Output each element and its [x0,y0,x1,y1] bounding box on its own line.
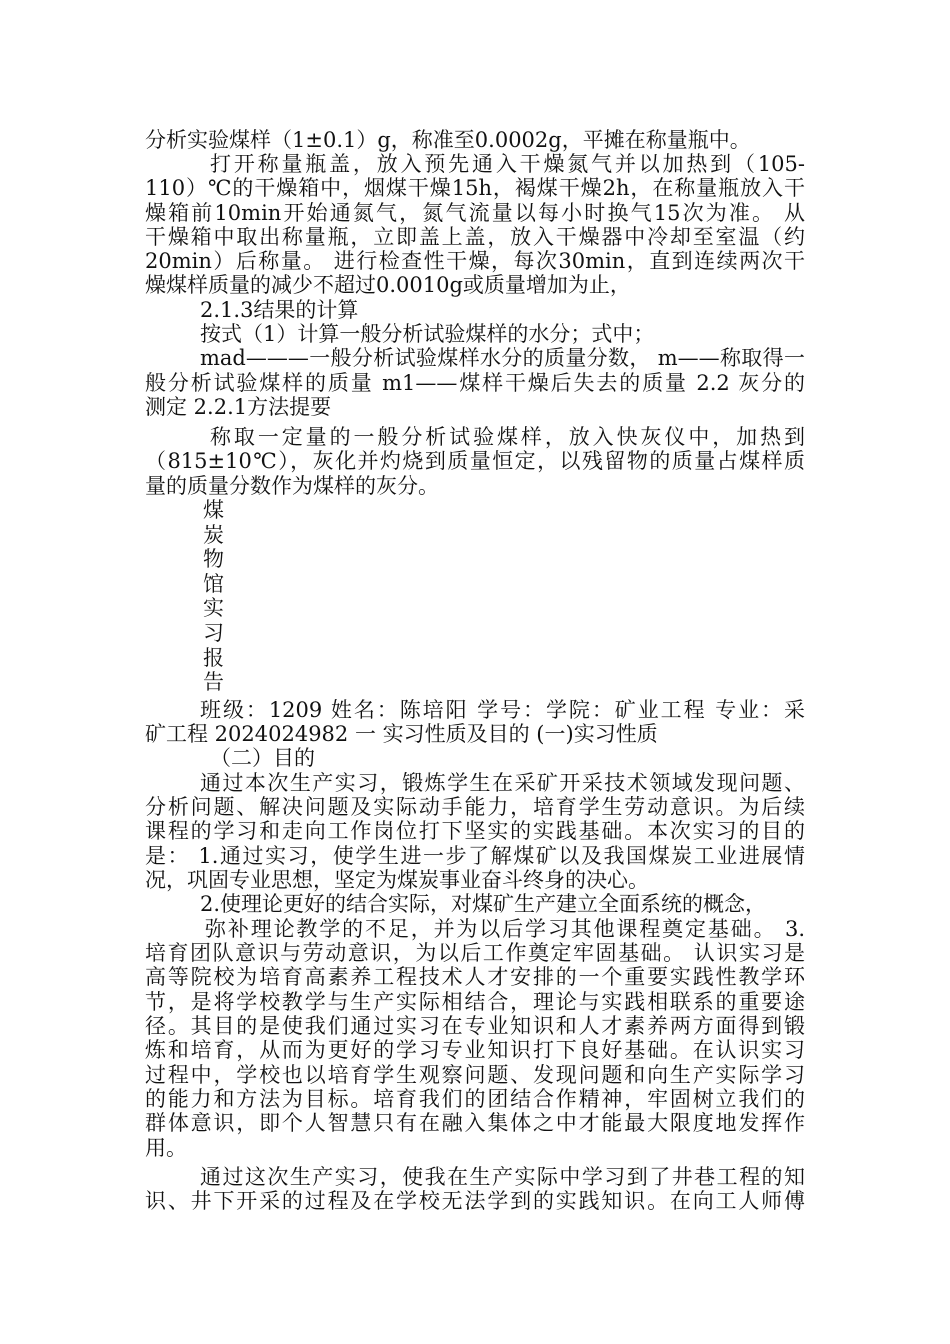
text-line: 通过这次生产实习，使我在生产实际中学习到了井巷工程的知 [200,1165,805,1189]
text-line: 分析实验煤样（1±0.1）g，称准至0.0002g，平摊在称量瓶中。 [145,128,751,152]
text-line: 按式（1）计算一般分析试验煤样的水分；式中； [200,322,655,346]
text-line: 称取一定量的一般分析试验煤样，放入快灰仪中，加热到 [210,425,805,449]
text-line: 径。其目的是使我们通过实习在专业知识和人才素养两方面得到锻 [145,1014,805,1038]
text-line: 燥箱前10min开始通氮气，氮气流量以每小时换气15次为准。 从 [145,201,805,225]
vertical-title-char: 炭 [203,522,224,547]
text-line: （二）目的 [210,746,315,770]
text-line: 20min）后称量。 进行检查性干燥，每次30min，直到连续两次干 [145,249,805,273]
vertical-title-char: 报 [203,645,224,670]
vertical-title-char: 煤 [203,498,224,522]
text-line: mad———一般分析试验煤样水分的质量分数， m——称取得一 [200,346,805,370]
text-line: 分析问题、解决问题及实际动手能力，培育学生劳动意识。为后续 [145,795,805,819]
text-line: 用。 [145,1136,187,1160]
text-line: 课程的学习和走向工作岗位打下坚实的实践基础。本次实习的目的 [145,819,805,843]
text-line: 群体意识，即个人智慧只有在融入集体之中才能最大限度地发挥作 [145,1111,805,1135]
text-line: 班级：1209 姓名：陈培阳 学号：学院：矿业工程 专业：采 [200,698,805,722]
text-line: 2.使理论更好的结合实际，对煤矿生产建立全面系统的概念， [200,892,767,916]
text-line: 打开称量瓶盖，放入预先通入干燥氮气并以加热到（105- [210,152,805,176]
text-line: 干燥箱中取出称量瓶，立即盖上盖，放入干燥器中冷却至室温（约 [145,225,805,249]
text-line: 的能力和方法为目标。培育我们的团结合作精神，牢固树立我们的 [145,1087,805,1111]
text-line: 节，是将学校教学与生产实际相结合，理论与实践相联系的重要途 [145,990,805,1014]
text-line: 量的质量分数作为煤样的灰分。 [145,474,439,498]
text-line: 是： 1.通过实习，使学生进一步了解煤矿以及我国煤炭工业进展情 [145,844,805,868]
vertical-title-char: 馆 [203,571,224,596]
text-line: 般分析试验煤样的质量 m1——煤样干燥后失去的质量 2.2 灰分的 [145,371,805,395]
text-line: 炼和培育，从而为更好的学习专业知识打下良好基础。在认识实习 [145,1038,805,1062]
text-line: （815±10℃），灰化并灼烧到质量恒定，以残留物的质量占煤样质 [145,449,805,473]
text-line: 培育团队意识与劳动意识，为以后工作奠定牢固基础。 认识实习是 [145,941,805,965]
text-line: 2.1.3结果的计算 [200,298,359,322]
text-line: 弥补理论教学的不足，并为以后学习其他课程奠定基础。 3. [205,917,805,941]
text-line: 识、井下开采的过程及在学校无法学到的实践知识。在向工人师傅 [145,1189,805,1213]
vertical-title-char: 实 [203,596,224,621]
text-line: 燥煤样质量的减少不超过0.0010g或质量增加为止， [145,273,631,297]
text-line: 过程中，学校也以培育学生观察问题、发现问题和向生产实际学习 [145,1063,805,1087]
vertical-title-char: 物 [203,547,224,572]
text-line: 110）℃的干燥箱中，烟煤干燥15h，褐煤干燥2h，在称量瓶放入干 [145,176,805,200]
text-line: 通过本次生产实习，锻炼学生在采矿开采技术领域发现问题、 [200,771,805,795]
vertical-title-char: 告 [203,670,224,695]
text-line: 高等院校为培育高素养工程技术人才安排的一个重要实践性教学环 [145,965,805,989]
text-line: 测定 2.2.1方法提要 [145,395,332,419]
text-line: 况，巩固专业思想，坚定为煤炭事业奋斗终身的决心。 [145,868,649,892]
vertical-title-char: 习 [203,621,224,645]
text-line: 矿工程 2024024982 一 实习性质及目的 (一)实习性质 [145,722,658,746]
